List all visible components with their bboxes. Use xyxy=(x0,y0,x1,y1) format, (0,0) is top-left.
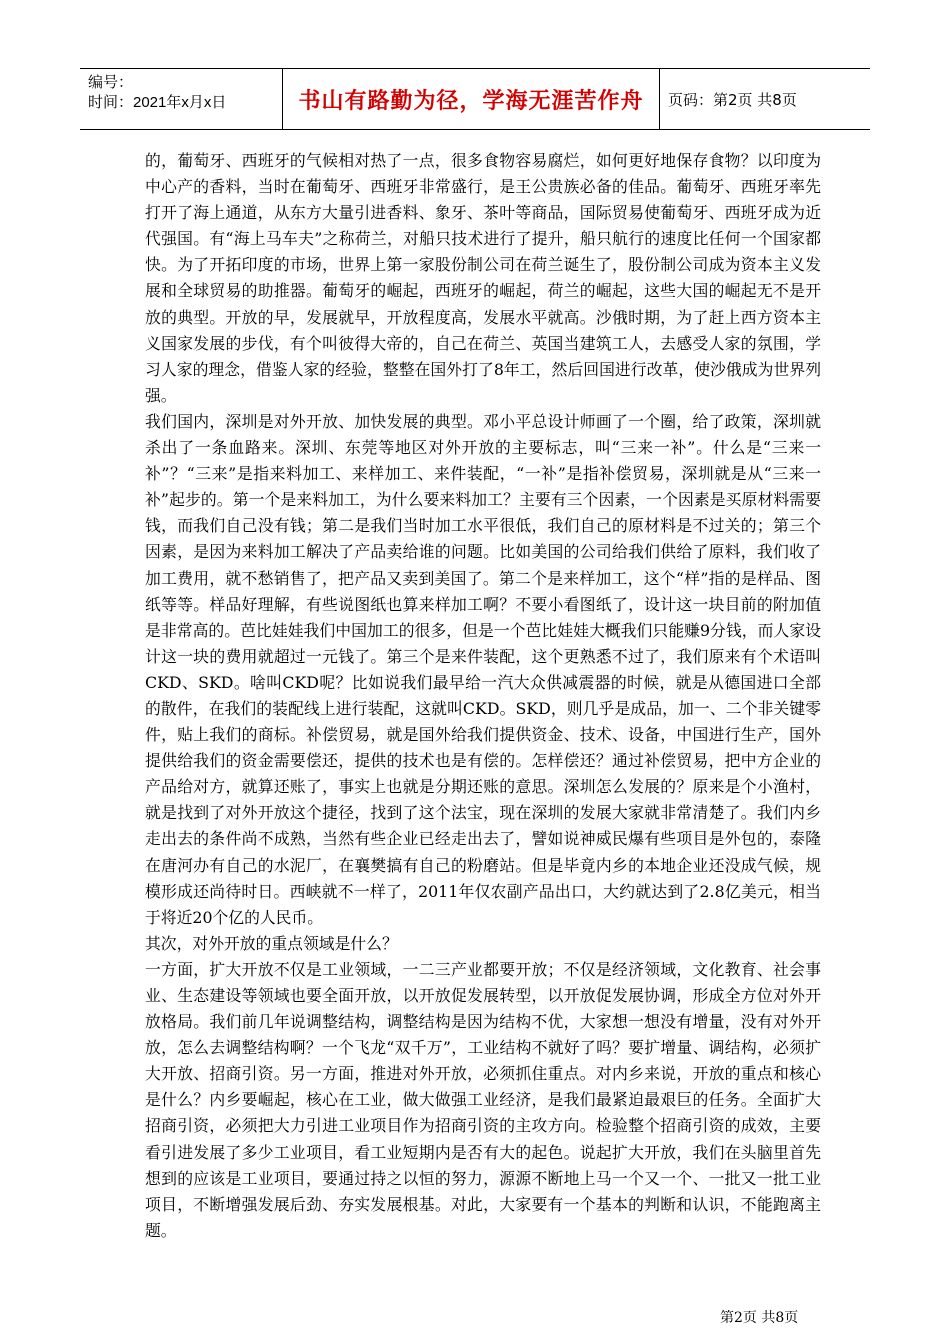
header-meta xyxy=(80,69,282,129)
page-footer: 第2页 共8页 xyxy=(720,1310,799,1326)
paragraph: 一方面，扩大开放不仅是工业领域，一二三产业都要开放；不仅是经济领域，文化教育、社会事业、生态建设等领域也要全面开放，以开放促发展转型，以开放促发展协调，形成全方位对外开放格局。我们前几年说调整结构，调整结构是因为结构不优，大家想一想没有增量，没有对外开放，怎么去调整结构啊？一个飞龙“双千万”，工业结构不就好了吗？要扩增量、调结构，必须扩大开放、招商引资。另一方面，推进对外开放，必须抓住重点。对内乡来说，开放的重点和核心是什么？内乡要崛起，核心在工业，做大做强工业经济，是我们最紧迫最艰巨的任务。全面扩大招商引资，必须把大力引进工业项目作为招商引资的主攻方向。检验整个招商引资的成效，主要看引进发展了多少工业项目，看工业短期内是否有大的起色。说起扩大开放，我们在头脑里首先想到的应该是工业项目，要通过持之以恒的努力，源源不断地上马一个又一个、一批又一批工业项目，不断增强发展后劲、夯实发展根基。对此，大家要有一个基本的判断和认识，不能跑离主题。 xyxy=(145,959,821,1240)
section-heading: 其次，对外开放的重点领域是什么？ xyxy=(145,933,398,953)
document-body xyxy=(145,148,821,1244)
document-number-label: 编号： xyxy=(88,74,134,91)
header-motto: 书山有路勤为径，学海无涯苦作舟 xyxy=(282,69,660,129)
page-header xyxy=(80,68,870,130)
header-page-info: 页码：第2页 共8页 xyxy=(668,90,797,109)
paragraph: 我们国内，深圳是对外开放、加快发展的典型。邓小平总设计师画了一个圈，给了政策，深圳就杀出了一条血路来。深圳、东莞等地区对外开放的主要标志，叫“三来一补”。什么是“三来一补”？“三来”是指来料加工、来样加工、来件装配，“一补”是指补偿贸易，深圳就是从“三来一补”起步的。第一个是来料加工，为什么要来料加工？主要有三个因素，一个因素是买原材料需要钱，而我们自己没有钱；第二是我们当时加工水平很低，我们自己的原材料是不过关的；第三个因素，是因为来料加工解决了产品卖给谁的问题。比如美国的公司给我们供给了原料，我们收了加工费用，就不愁销售了，把产品又卖到美国了。第二个是来样加工，这个“样”指的是样品、图纸等等。样品好理解，有些说图纸也算来样加工啊？不要小看图纸了，设计这一块目前的附加值是非常高的。芭比娃娃我们中国加工的很多，但是一个芭比娃娃大概我们只能赚9分钱，而人家设计这一块的费用就超过一元钱了。第三个是来件装配，这个更熟悉不过了，我们原来有个术语叫CKD、SKD。啥叫CKD呢？比如说我们最早给一汽大众供减震器的时候，就是从德国进口全部的散件，在我们的装配线上进行装配，这就叫CKD。SKD，则几乎是成品，加一、二个非关键零件，贴上我们的商标。补偿贸易，就是国外给我们提供资金、技术、设备，中国进行生产，国外提供给我们的资金需要偿还，提供的技术也是有偿的。怎样偿还？通过补偿贸易，把中方企业的产品给对方，就算还账了，事实上也就是分期还账的意思。深圳怎么发展的？原来是个小渔村，就是找到了对外开放这个捷径，找到了这个法宝，现在深圳的发展大家就非常清楚了。我们内乡走出去的条件尚不成熟，当然有些企业已经走出去了，譬如说神威民爆有些项目是外包的，泰隆在唐河办有自己的水泥厂，在襄樊搞有自己的粉磨站。但是毕竟内乡的本地企业还没成气候，规模形成还尚待时日。西峡就不一样了，2011年仅农副产品出口，大约就达到了2.8亿美元，相当于将近20个亿的人民币。 xyxy=(145,411,821,927)
document-time-label: 时间：2021年x月x日 xyxy=(88,94,227,111)
paragraph: 的，葡萄牙、西班牙的气候相对热了一点，很多食物容易腐烂，如何更好地保存食物？以印度为中心产的香料，当时在葡萄牙、西班牙非常盛行，是王公贵族必备的佳品。葡萄牙、西班牙率先打开了海上通道，从东方大量引进香料、象牙、茶叶等商品，国际贸易使葡萄牙、西班牙成为近代强国。有“海上马车夫”之称荷兰，对船只技术进行了提升，船只航行的速度比任何一个国家都快。为了开拓印度的市场，世界上第一家股份制公司在荷兰诞生了，股份制公司成为资本主义发展和全球贸易的助推器。葡萄牙的崛起，西班牙的崛起，荷兰的崛起，这些大国的崛起无不是开放的典型。开放的早，发展就早，开放程度高，发展水平就高。沙俄时期，为了赶上西方资本主义国家发展的步伐，有个叫彼得大帝的，自己在荷兰、英国当建筑工人，去感受人家的氛围，学习人家的理念，借鉴人家的经验，整整在国外打了8年工，然后回国进行改革，使沙俄成为世界列强。 xyxy=(145,151,821,405)
